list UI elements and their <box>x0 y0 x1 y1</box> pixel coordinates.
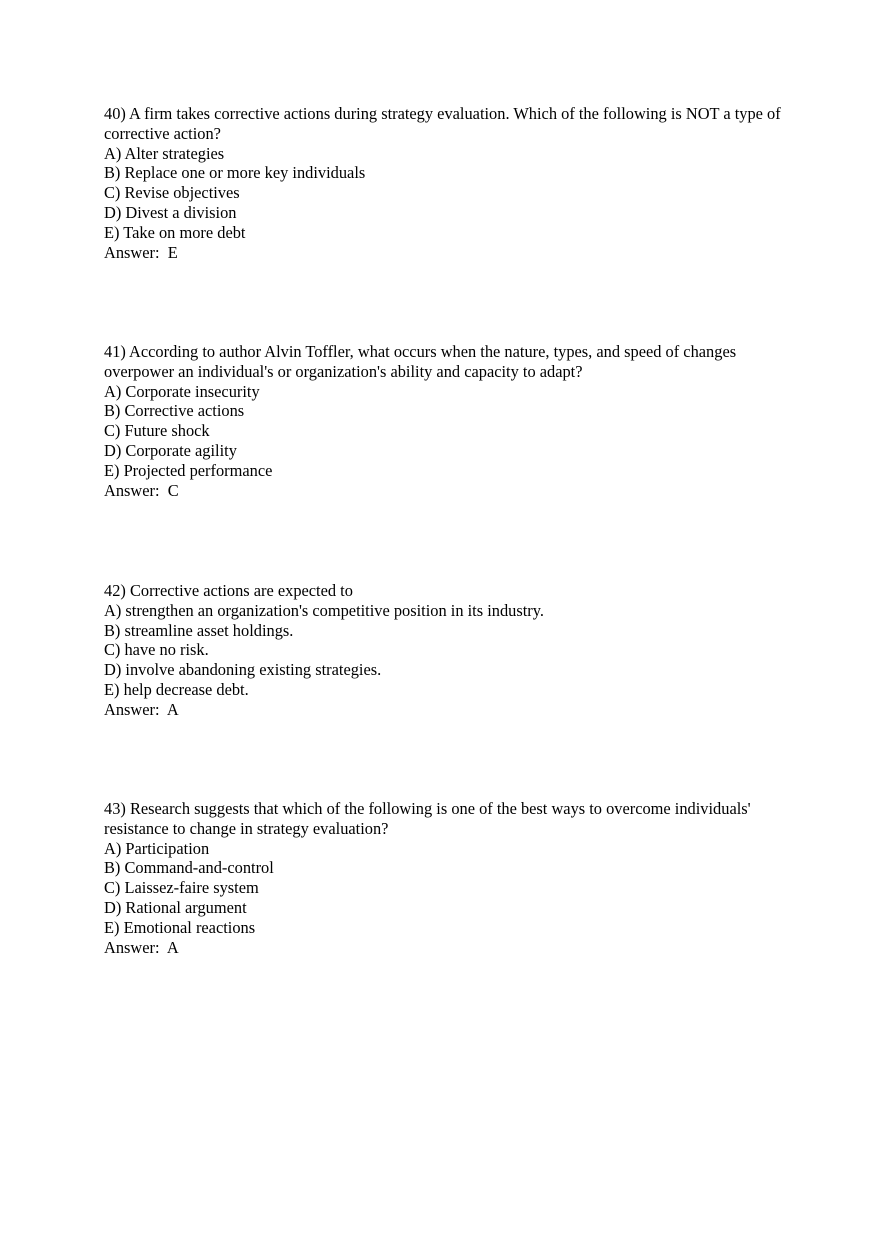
question-stem: 42) Corrective actions are expected to <box>104 581 353 600</box>
option-c: C) Future shock <box>104 421 210 441</box>
question-stem: 43) Research suggests that which of the following is one of the best ways to overcome individuals' resistance to change in strategy evaluation? <box>104 799 755 838</box>
option-c: C) have no risk. <box>104 640 209 660</box>
option-c: C) Revise objectives <box>104 183 240 203</box>
answer-line: Answer: E <box>104 242 178 262</box>
question-stem: 41) According to author Alvin Toffler, what occurs when the nature, types, and speed of changes overpower an individual's or organization's ability and capacity to adapt? <box>104 342 741 381</box>
question-43 <box>104 799 804 957</box>
option-e: E) Emotional reactions <box>104 917 256 937</box>
answer-line: Answer: A <box>104 937 179 957</box>
option-a: A) strengthen an organization's competitive position in its industry. <box>104 600 544 620</box>
option-a: A) Alter strategies <box>104 143 225 163</box>
option-e: E) Projected performance <box>104 460 273 480</box>
option-d: D) involve abandoning existing strategies. <box>104 660 382 680</box>
option-b: B) Replace one or more key individuals <box>104 163 366 183</box>
option-a: A) Corporate insecurity <box>104 381 260 401</box>
option-b: B) Corrective actions <box>104 401 245 421</box>
option-c: C) Laissez-faire system <box>104 878 259 898</box>
answer-line: Answer: C <box>104 480 179 500</box>
question-42 <box>104 581 804 720</box>
question-40 <box>104 104 804 262</box>
option-a: A) Participation <box>104 838 210 858</box>
option-b: B) Command-and-control <box>104 858 274 878</box>
option-d: D) Divest a division <box>104 202 237 222</box>
option-e: E) help decrease debt. <box>104 679 249 699</box>
question-41 <box>104 342 804 500</box>
option-d: D) Rational argument <box>104 897 247 917</box>
answer-line: Answer: A <box>104 699 179 719</box>
option-e: E) Take on more debt <box>104 222 246 242</box>
option-d: D) Corporate agility <box>104 440 237 460</box>
option-b: B) streamline asset holdings. <box>104 620 294 640</box>
question-stem: 40) A firm takes corrective actions during strategy evaluation. Which of the following is NOT a type of corrective action? <box>104 104 785 143</box>
